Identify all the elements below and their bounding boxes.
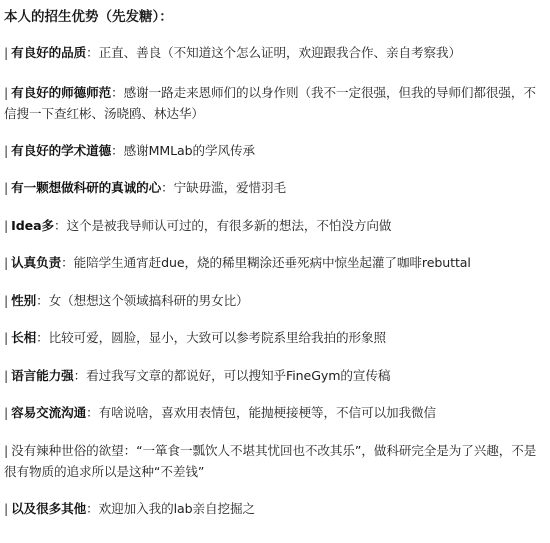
bullet-bar-icon: | — [4, 501, 9, 516]
item-label: Idea多 — [11, 218, 54, 233]
item-label: 长相 — [11, 330, 37, 345]
item-label: 以及很多其他 — [11, 501, 87, 516]
list-item — [4, 328, 544, 349]
list-item — [4, 216, 544, 237]
item-label: 语言能力强 — [11, 368, 74, 383]
item-text: ：看过我写文章的都说好，可以搜知乎FineGym的宣传稿 — [73, 368, 391, 383]
item-label: 性别 — [11, 293, 37, 308]
item-text: ：欢迎加入我的lab亲自挖掘之 — [86, 501, 255, 516]
list-item — [4, 43, 544, 64]
bullet-bar-icon: | — [4, 45, 9, 60]
item-text: ：女（想想这个领域搞科研的男女比） — [36, 293, 249, 308]
list-item — [4, 141, 544, 162]
item-label: 有良好的品质 — [11, 45, 87, 60]
list-item — [4, 291, 544, 312]
item-label: 有良好的师德师范 — [11, 85, 112, 100]
item-text: ：感谢一路走来恩师们的以身作则（我不一定很强，但我的导师们都很强，不信搜一下查红彬、汤晓鸥、林达华） — [4, 85, 536, 121]
list-item — [4, 499, 544, 520]
bullet-bar-icon: | — [4, 255, 9, 270]
list-item — [4, 366, 544, 387]
item-text: ：能陪学生通宵赶due，烧的稀里糊涂还垂死病中惊坐起灌了咖啡rebuttal — [61, 255, 471, 270]
list-item — [4, 178, 544, 199]
list-item — [4, 83, 544, 124]
item-label: 认真负责 — [11, 255, 62, 270]
document-title: 本人的招生优势（先发糖）： — [4, 9, 173, 25]
bullet-bar-icon: | — [4, 218, 9, 233]
item-text: ：感谢MMLab的学风传承 — [111, 143, 256, 158]
list-item — [4, 403, 544, 424]
item-text: 没有辣种世俗的欲望：“一箪食一瓢饮人不堪其忧回也不改其乐”，做科研完全是为了兴趣，不是很有物质的追求所以是这种“不差钱” — [4, 443, 537, 479]
item-text: ：比较可爱，圆脸，显小，大致可以参考院系里给我拍的形象照 — [36, 330, 386, 345]
bullet-bar-icon: | — [4, 330, 9, 345]
item-text: ：这个是被我导师认可过的，有很多新的想法，不怕没方向做 — [54, 218, 392, 233]
item-text: ：宁缺毋滥，爱惜羽毛 — [161, 180, 287, 195]
bullet-bar-icon: | — [4, 143, 9, 158]
bullet-bar-icon: | — [4, 368, 9, 383]
item-text: ：有啥说啥，喜欢用表情包，能抛梗接梗等，不信可以加我微信 — [86, 405, 436, 420]
bullet-bar-icon: | — [4, 293, 9, 308]
bullet-bar-icon: | — [4, 405, 9, 420]
item-text: ：正直、善良（不知道这个怎么证明，欢迎跟我合作、亲自考察我） — [86, 45, 461, 60]
list-item — [4, 253, 544, 274]
bullet-bar-icon: | — [4, 85, 9, 100]
item-label: 容易交流沟通 — [11, 405, 87, 420]
bullet-bar-icon: | — [4, 443, 9, 458]
list-item — [4, 441, 544, 482]
item-label: 有一颗想做科研的真诚的心 — [11, 180, 162, 195]
item-label: 有良好的学术道德 — [11, 143, 112, 158]
bullet-bar-icon: | — [4, 180, 9, 195]
